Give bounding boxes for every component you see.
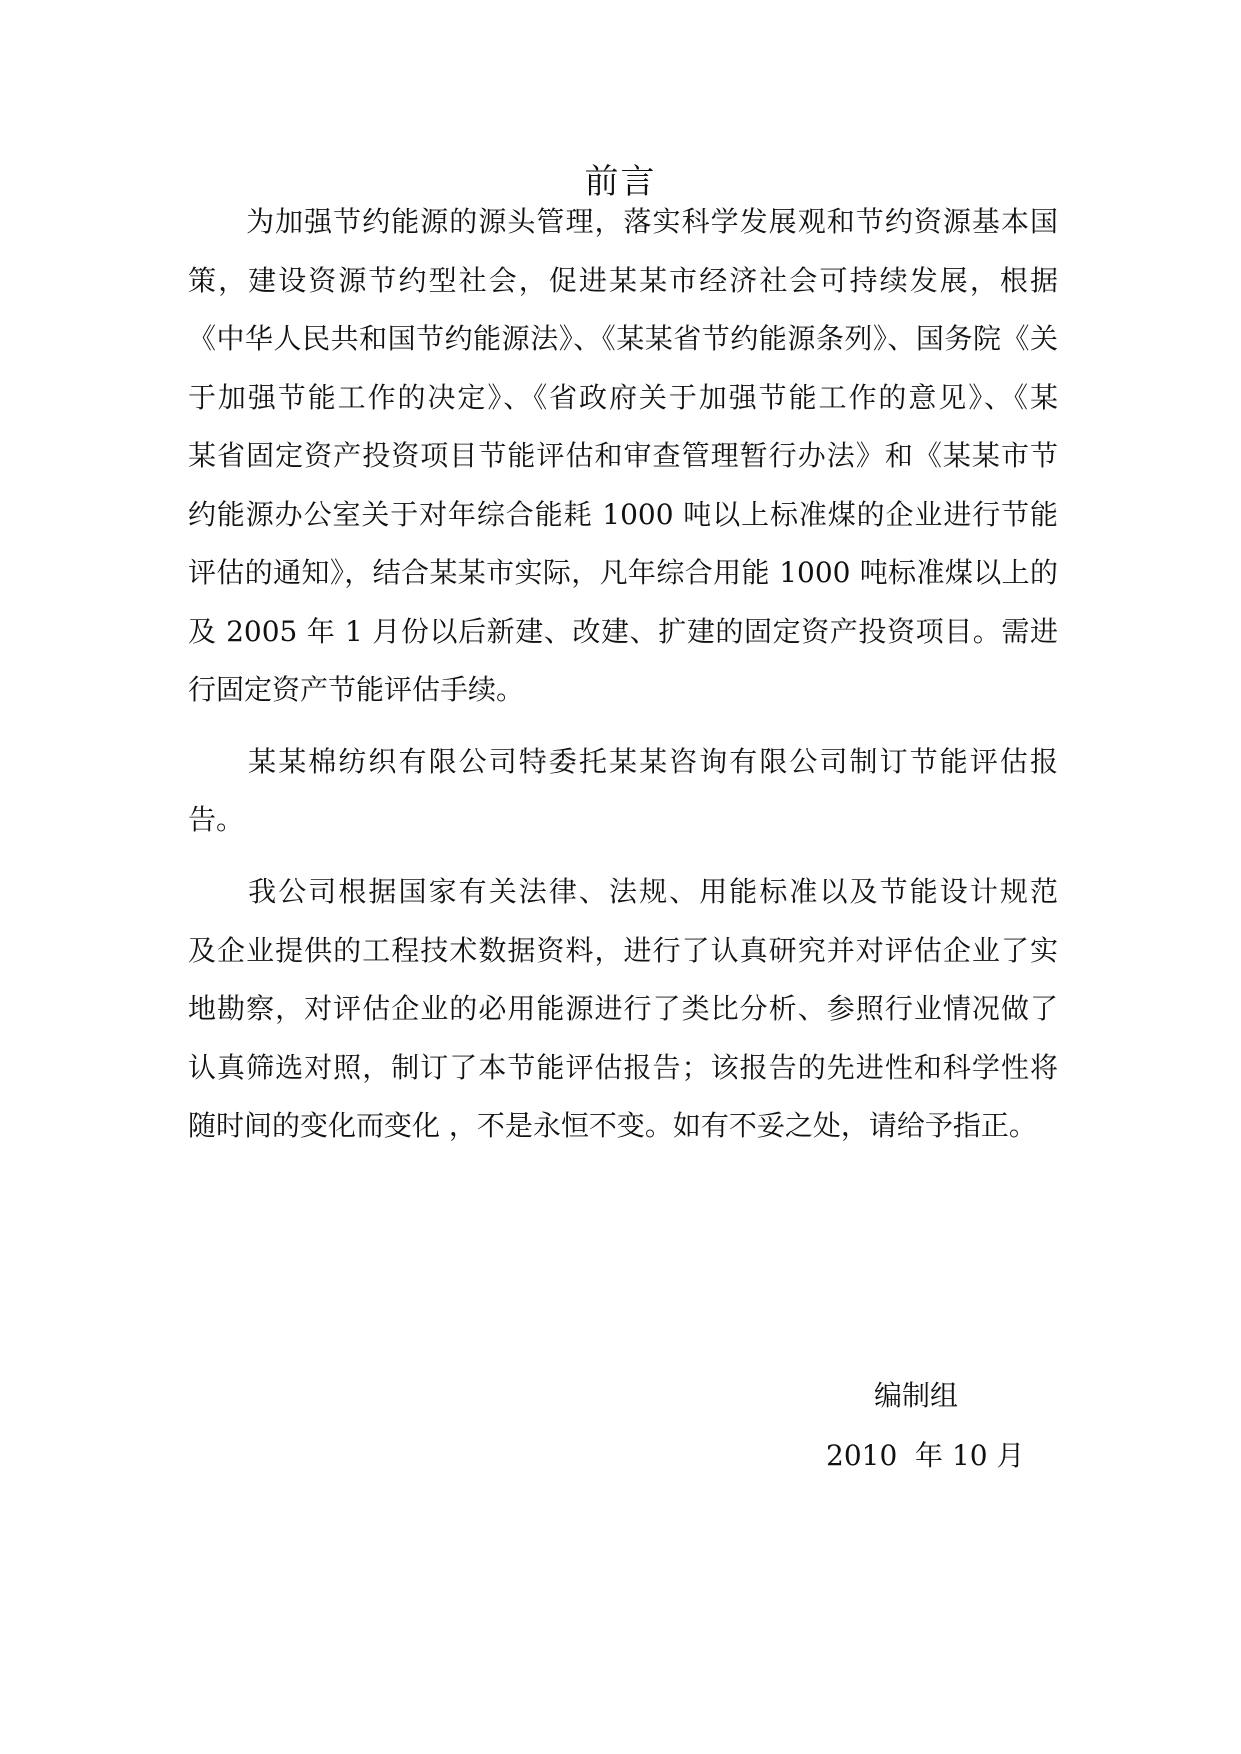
- paragraph-line: 《中华人民共和国节约能源法》、《某某省节约能源条列》、国务院《关: [188, 322, 1058, 355]
- paragraph-line: 某省固定资产投资项目节能评估和审查管理暂行办法》和《某某市节: [188, 439, 1058, 472]
- paragraph-line: 及 2005 年 1 月份以后新建、改建、扩建的固定资产投资项目。需进: [188, 615, 1058, 648]
- paragraph-line: 随时间的变化而变化 ，不是永恒不变。如有不妥之处，请给予指正。: [188, 1109, 1037, 1142]
- paragraph-line: 为加强节约能源的源头管理，落实科学发展观和节约资源基本国: [188, 205, 1058, 238]
- paragraph-line: 评估的通知》，结合某某市实际，凡年综合用能 1000 吨标准煤以上的: [188, 556, 1058, 589]
- paragraph-line: 策，建设资源节约型社会，促进某某市经济社会可持续发展，根据: [188, 264, 1058, 297]
- paragraph-line: 于加强节能工作的决定》、《省政府关于加强节能工作的意见》、《某: [188, 381, 1058, 414]
- signature-date: 2010 年 10 月: [826, 1439, 1025, 1472]
- paragraph-line: 地勘察，对评估企业的必用能源进行了类比分析、参照行业情况做了: [188, 992, 1058, 1025]
- paragraph-line: 及企业提供的工程技术数据资料，进行了认真研究并对评估企业了实: [188, 934, 1058, 967]
- paragraph-line: 行固定资产节能评估手续。: [188, 673, 525, 706]
- signature-group: 编制组: [874, 1379, 959, 1412]
- paragraph-line: 认真筛选对照，制订了本节能评估报告；该报告的先进性和科学性将: [188, 1051, 1058, 1084]
- page-title: 前言: [584, 162, 657, 202]
- paragraph-line: 告。: [188, 803, 245, 836]
- paragraph-line: 约能源办公室关于对年综合能耗 1000 吨以上标准煤的企业进行节能: [188, 498, 1058, 531]
- paragraph-line: 我公司根据国家有关法律、法规、用能标准以及节能设计规范: [188, 875, 1058, 908]
- paragraph-line: 某某棉纺织有限公司特委托某某咨询有限公司制订节能评估报: [188, 745, 1058, 778]
